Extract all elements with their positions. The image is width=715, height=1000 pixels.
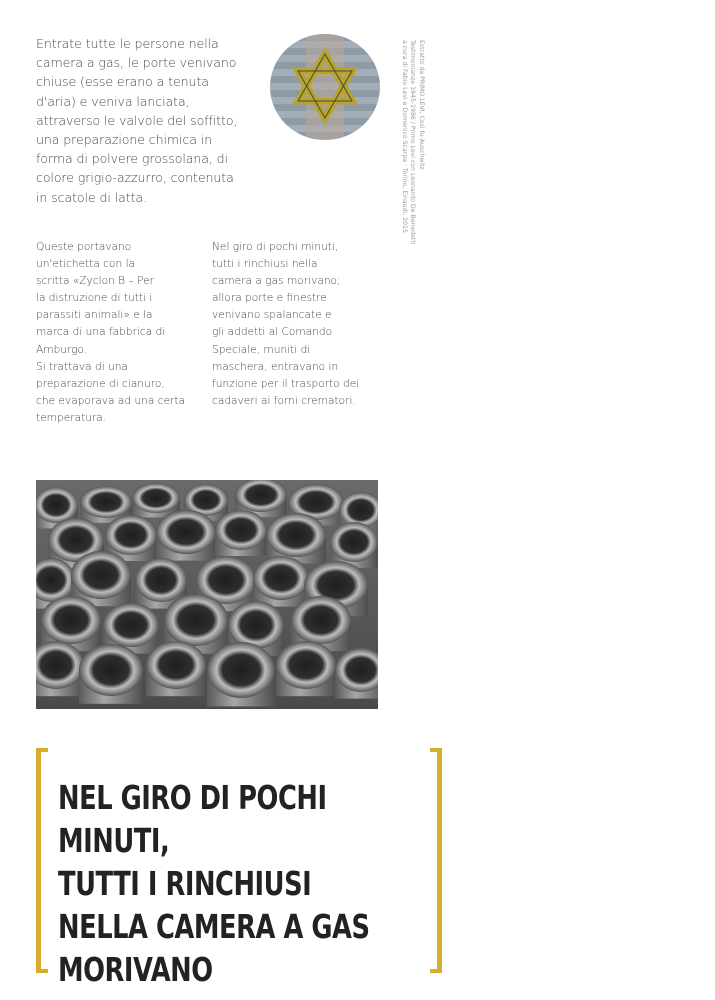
left-bracket (36, 748, 48, 973)
body-column-right: Nel giro di pochi minuti, tutti i rinchiusi nella camera a gas morivano; allora porte e finestre venivano spalancate e gli addetti al Comando Speciale, muniti di maschera, entravano in funzione per il trasporto dei cadaveri ai forni crematori. (212, 241, 360, 407)
body-column-left: Queste portavano un'etichetta con la scritta «Zyclon B – Per la distruzione di tutti i parassiti animali» e la marca di una fabbrica di Amburgo. Si trattava di una preparazione di cianuro, che evaporava ad una certa temperatura. (36, 241, 186, 424)
pull-quote-text: NEL GIRO DI POCHI MINUTI, TUTTI I RINCHIUSI NELLA CAMERA A GAS MORIVANO (58, 778, 370, 989)
right-bracket (430, 748, 442, 973)
source-caption-line: Testimonianze 1945-1986 / Primo Levi con Leonardo De Benedetti (409, 40, 417, 245)
vertical-source-caption (399, 40, 425, 340)
pull-quote (36, 748, 442, 989)
source-caption-line: a cura di Fabio Levi e Domenico Scarpa · Torino, Einaudi, 2015 (401, 40, 408, 233)
intro-paragraph: Entrate tutte le persone nella camera a gas, le porte venivano chiuse (esse erano a tenuta d'aria) e veniva lanciata, attraverso le valvole del soffitto, una preparazione chimica in forma di polvere grossolana, di colore grigio-azzurro, contenuta in scatole di latta. (36, 36, 238, 205)
source-caption-line: Estratto da PRIMO LEVI, Così fu Auschwitz (418, 40, 425, 170)
zyklon-b-canisters-photo (36, 480, 378, 709)
star-of-david-badge-icon (270, 34, 380, 140)
